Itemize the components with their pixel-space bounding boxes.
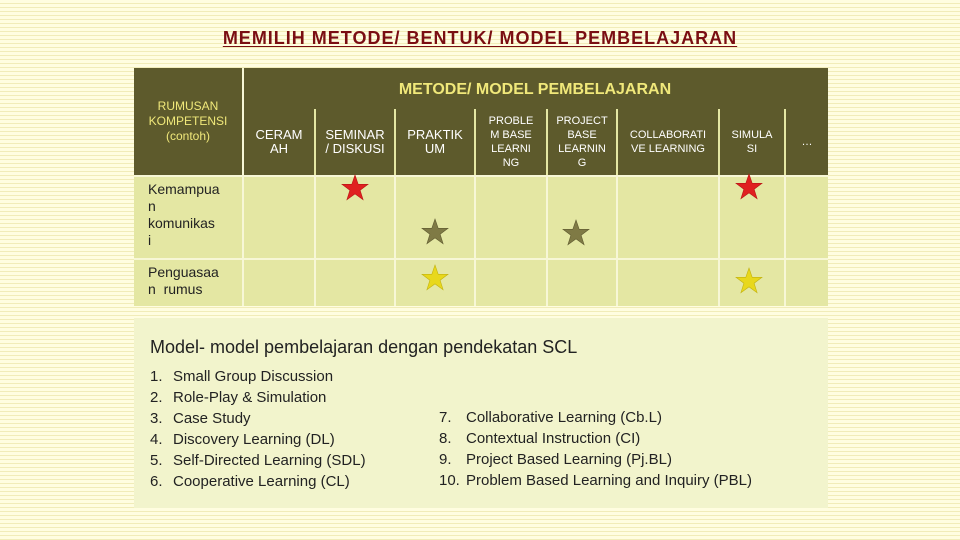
star-kemampuan-praktikum: [421, 218, 449, 246]
scl-models-panel: [134, 318, 828, 508]
row-label-penguasaan-rumus: Penguasaa n rumus: [148, 264, 219, 297]
scl-list-left: [150, 366, 366, 492]
grid-line: [242, 68, 244, 306]
scl-title: Model- model pembelajaran dengan pendekatan SCL: [150, 337, 578, 357]
star-penguasaan-praktikum: [421, 264, 449, 292]
list-item: 6. Cooperative Learning (CL): [150, 473, 350, 490]
list-item: 4. Discovery Learning (DL): [150, 431, 335, 448]
list-item: 8. Contextual Instruction (CI): [439, 430, 641, 447]
list-item: 5. Self-Directed Learning (SDL): [150, 452, 366, 469]
star-kemampuan-project: [562, 219, 590, 247]
grid-line: [784, 175, 786, 306]
star-penguasaan-simulasi: [735, 267, 763, 295]
methods-table: [134, 68, 828, 306]
grid-line: [474, 175, 476, 306]
col-praktikum: PRAKTIK UM: [396, 109, 474, 175]
col-more: …: [786, 109, 828, 175]
col-problem-based-learning: PROBLE M BASE LEARNI NG: [476, 109, 546, 175]
star-kemampuan-seminar: [341, 174, 369, 202]
col-seminar: SEMINAR / DISKUSI: [316, 109, 394, 175]
slide-title: MEMILIH METODE/ BENTUK/ MODEL PEMBELAJARAN: [222, 28, 738, 48]
col-simulasi: SIMULA SI: [720, 109, 784, 175]
methods-title: METODE/ MODEL PEMBELAJARAN: [398, 81, 672, 98]
col-project-based-learning: PROJECT BASE LEARNIN G: [548, 109, 616, 175]
rumusan-header: RUMUSAN KOMPETENSI (contoh): [134, 68, 242, 175]
list-item: 9. Project Based Learning (Pj.BL): [439, 451, 672, 468]
row-label-kemampuan-komunikasi: Kemampua n komunikas i: [148, 181, 220, 248]
grid-line: [314, 175, 316, 306]
grid-line: [616, 175, 618, 306]
list-item: 10. Problem Based Learning and Inquiry (PBL): [439, 472, 752, 489]
col-ceramah: CERAM AH: [244, 109, 314, 175]
grid-line: [718, 175, 720, 306]
col-collaborative-learning: COLLABORATI VE LEARNING: [618, 109, 718, 175]
list-item: 2. Role-Play & Simulation: [150, 389, 327, 406]
grid-line: [546, 175, 548, 306]
star-kemampuan-simulasi: [735, 173, 763, 201]
grid-line: [394, 175, 396, 306]
list-item: 1. Small Group Discussion: [150, 368, 334, 385]
scl-list-right: [439, 407, 752, 491]
list-item: 3. Case Study: [150, 410, 251, 427]
list-item: 7. Collaborative Learning (Cb.L): [439, 409, 662, 426]
